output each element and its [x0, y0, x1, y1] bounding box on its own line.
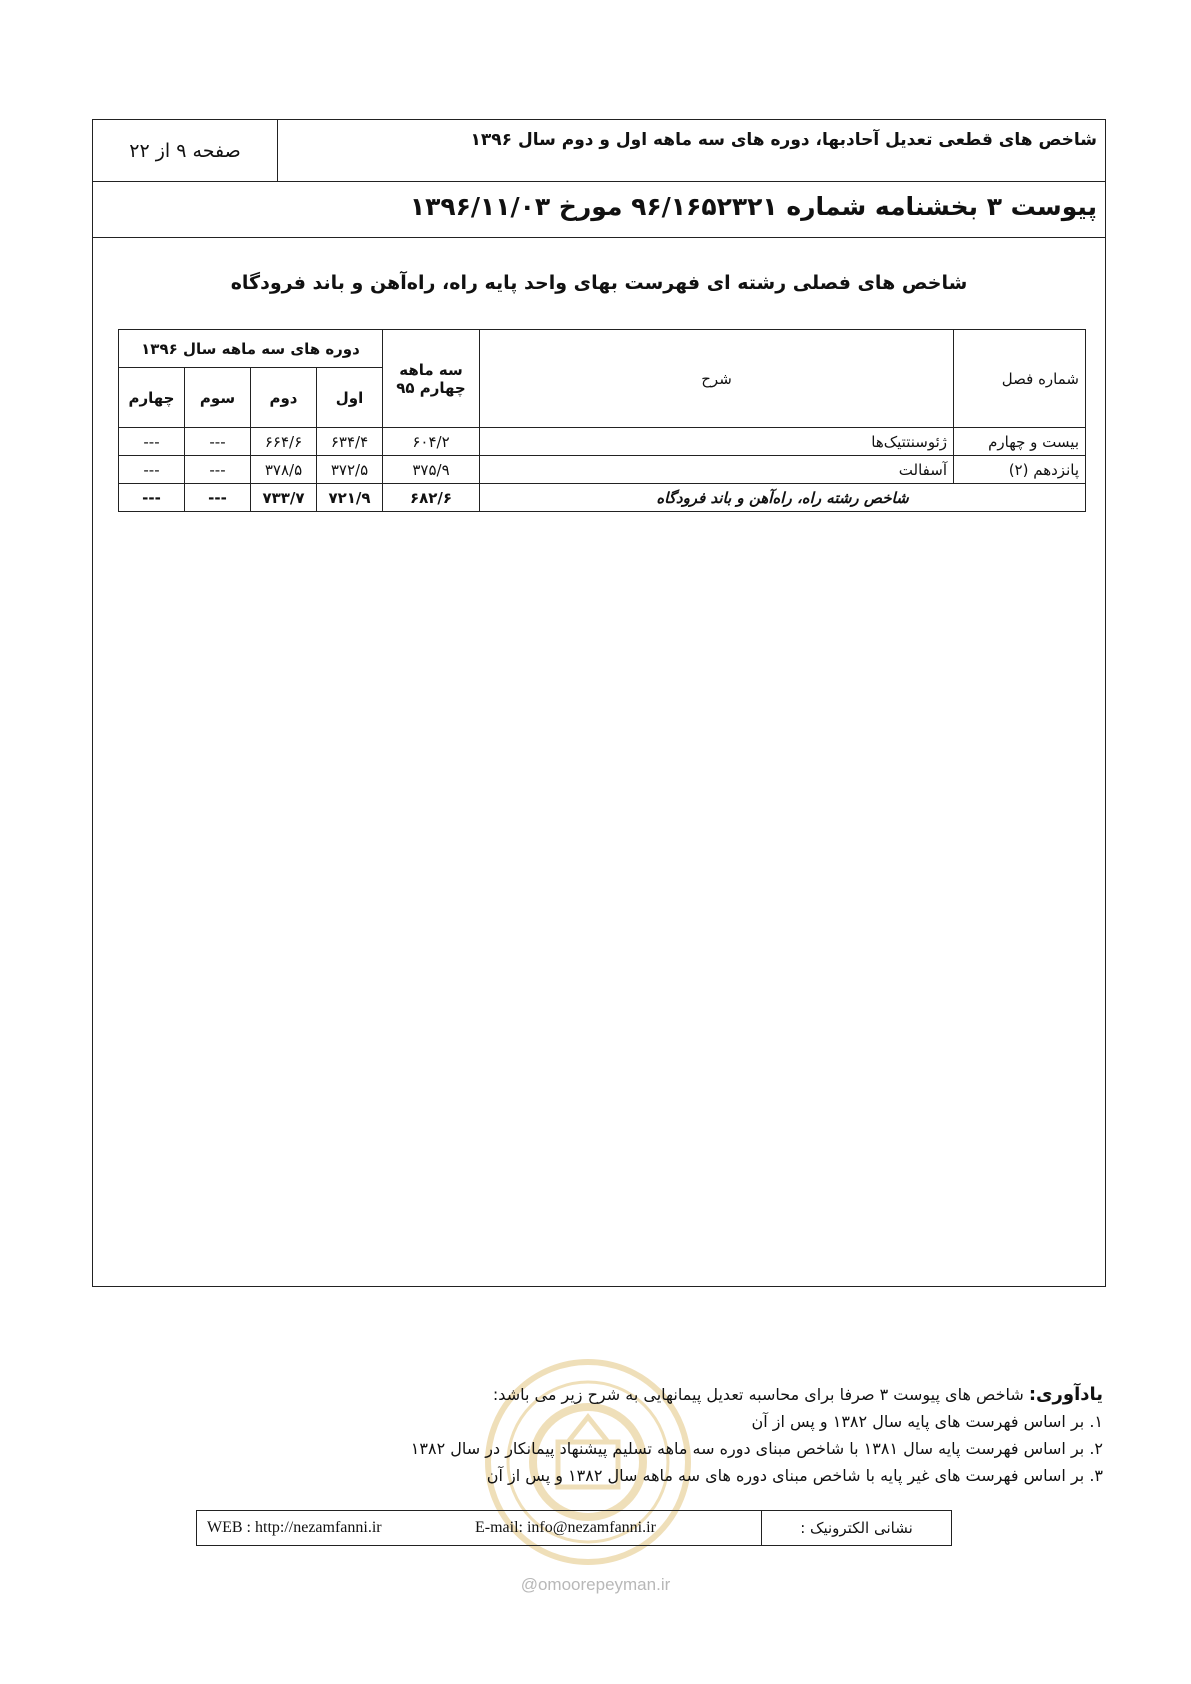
cell-q4: ---: [119, 456, 185, 484]
reminder-item: ۲. بر اساس فهرست پایه سال ۱۳۸۱ با شاخص مبنای دوره سه ماهه تسلیم پیشنهاد پیمانکار در سال ۱۳۸۲: [410, 1439, 1103, 1458]
col-q4-header: چهارم: [119, 368, 185, 428]
contact-label: نشانی الکترونیک :: [761, 1511, 951, 1545]
col-q1-header: اول: [317, 368, 383, 428]
appendix-row: [93, 182, 1105, 238]
table-row: [119, 428, 1086, 456]
cell-q95: ۶۰۴/۲: [383, 428, 480, 456]
reminder-intro-text: شاخص های پیوست ۳ صرفا برای محاسبه تعدیل پیمانهایی به شرح زیر می باشد:: [492, 1385, 1029, 1404]
cell-q4: ---: [119, 428, 185, 456]
col-q3-header: سوم: [185, 368, 251, 428]
web-link[interactable]: WEB : http://nezamfanni.ir: [207, 1519, 382, 1536]
table-total-row: [119, 484, 1086, 512]
reminder-item: ۱. بر اساس فهرست های پایه سال ۱۳۸۲ و پس از آن: [751, 1412, 1103, 1431]
cell-total-q2: ۷۳۳/۷: [251, 484, 317, 512]
cell-total-desc: شاخص رشته راه، راه‌آهن و باند فرودگاه: [480, 484, 1086, 512]
cell-q3: ---: [185, 456, 251, 484]
watermark: @omoorepeyman.ir: [520, 1575, 671, 1594]
reminder-intro: [123, 1381, 1103, 1408]
cell-q2: ۳۷۸/۵: [251, 456, 317, 484]
page-frame: [92, 119, 1106, 1287]
appendix-title: پیوست ۳ بخشنامه شماره ۹۶/۱۶۵۲۳۲۱ مورخ ۱۳۹۶/۱۱/۰۳: [409, 192, 1097, 221]
header-row: [93, 120, 1105, 182]
col-group-header: دوره های سه ماهه سال ۱۳۹۶: [119, 330, 383, 368]
cell-desc: ژئوسنتتیک‌ها: [480, 428, 954, 456]
col-q95-line1: سه ماهه: [399, 360, 463, 379]
contact-box: [196, 1510, 952, 1546]
table-row: [119, 456, 1086, 484]
cell-desc: آسفالت: [480, 456, 954, 484]
cell-q2: ۶۶۴/۶: [251, 428, 317, 456]
page-number: صفحه ۹ از ۲۲: [93, 120, 278, 181]
cell-q95: ۳۷۵/۹: [383, 456, 480, 484]
col-desc-header: شرح: [480, 330, 954, 428]
col-chapter-header: شماره فصل: [954, 330, 1086, 428]
cell-q1: ۳۷۲/۵: [317, 456, 383, 484]
cell-total-q3: ---: [185, 484, 251, 512]
header-title: شاخص های قطعی تعدیل آحادبها، دوره های سه ماهه اول و دوم سال ۱۳۹۶: [470, 130, 1097, 150]
cell-total-q95: ۶۸۲/۶: [383, 484, 480, 512]
cell-total-q4: ---: [119, 484, 185, 512]
col-q2-header: دوم: [251, 368, 317, 428]
col-q95-line2: چهارم ۹۵: [396, 378, 466, 397]
index-table: [118, 329, 1086, 512]
cell-q1: ۶۳۴/۴: [317, 428, 383, 456]
reminder-lead: یادآوری:: [1028, 1384, 1103, 1405]
reminder-note: [123, 1381, 1103, 1489]
col-q95-header: [383, 330, 480, 428]
email-link[interactable]: E-mail: info@nezamfanni.ir: [475, 1519, 656, 1536]
section-title: شاخص های فصلی رشته ای فهرست بهای واحد پایه راه، راه‌آهن و باند فرودگاه: [230, 272, 968, 294]
cell-chapter: پانزدهم (۲): [954, 456, 1086, 484]
cell-q3: ---: [185, 428, 251, 456]
cell-total-q1: ۷۲۱/۹: [317, 484, 383, 512]
reminder-item: ۳. بر اساس فهرست های غیر پایه با شاخص مبنای دوره های سه ماهه سال ۱۳۸۲ و پس از آن: [486, 1466, 1103, 1485]
cell-chapter: بیست و چهارم: [954, 428, 1086, 456]
